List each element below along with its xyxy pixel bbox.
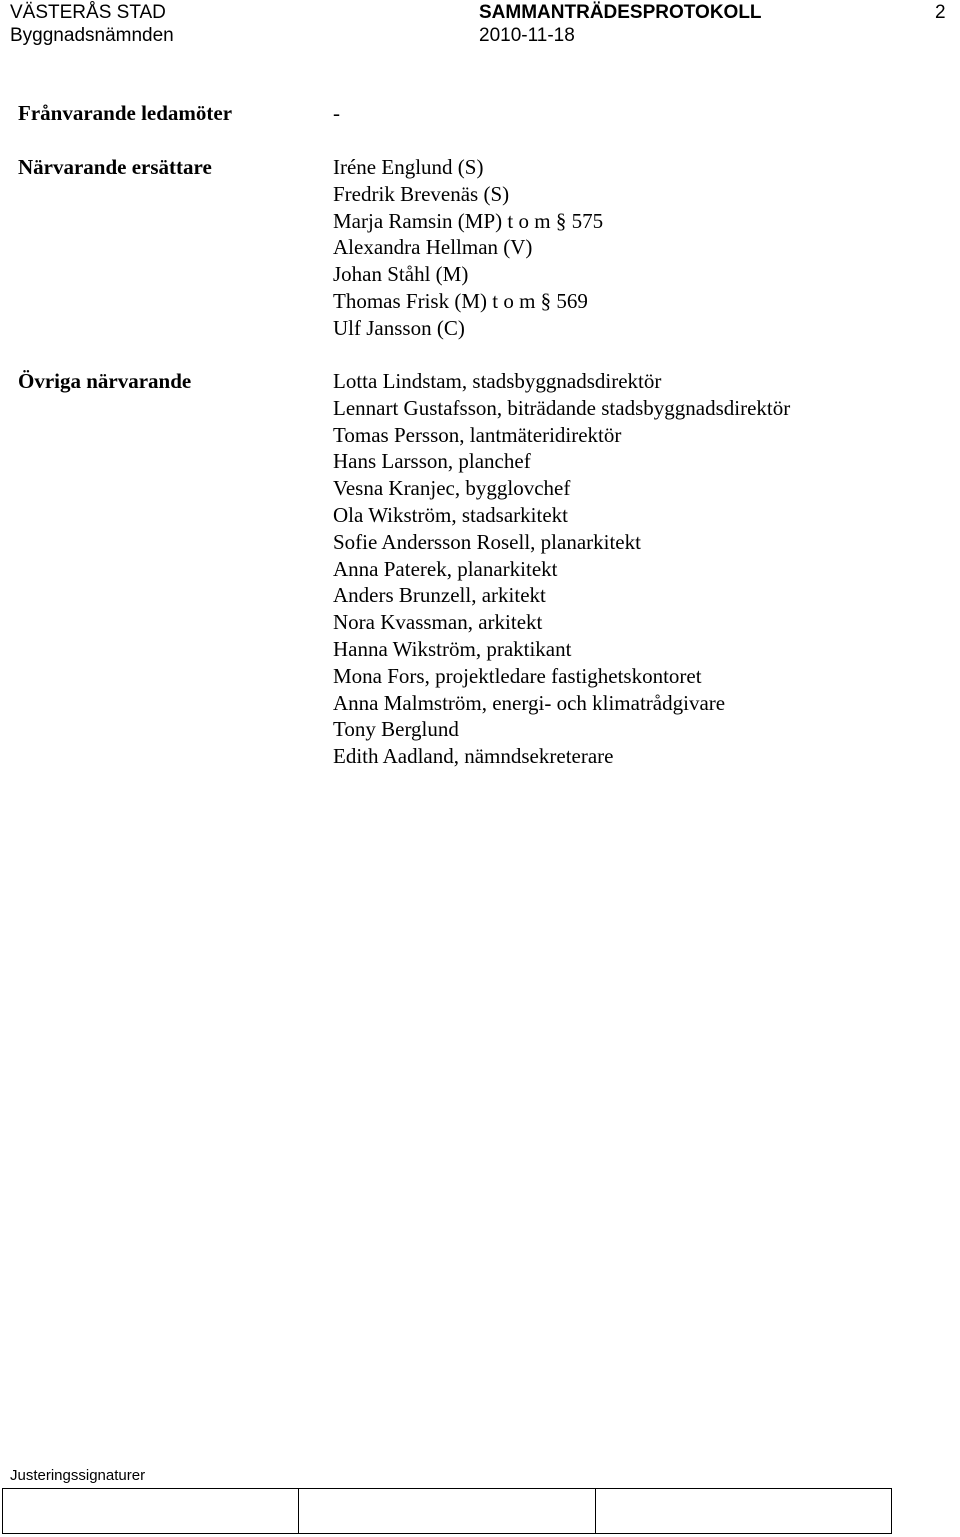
organization-name: VÄSTERÅS STAD <box>10 2 166 23</box>
list-item: Tony Berglund <box>333 717 459 742</box>
list-item: Anna Paterek, planarkitekt <box>333 556 558 581</box>
list-item: Nora Kvassman, arkitekt <box>333 610 543 635</box>
signature-box <box>3 1489 299 1534</box>
page-number: 2 <box>935 2 946 23</box>
list-item: Ola Wikström, stadsarkitekt <box>333 502 568 527</box>
list-item: Hanna Wikström, praktikant <box>333 636 572 661</box>
list-item: Marja Ramsin (MP) t o m § 575 <box>333 208 604 233</box>
others-present-list <box>333 368 790 770</box>
signature-box <box>595 1489 891 1534</box>
substitutes-list <box>333 154 603 342</box>
signature-label: Justeringssignaturer <box>10 1467 146 1484</box>
list-item: Hans Larsson, planchef <box>333 449 531 474</box>
list-item: Alexandra Hellman (V) <box>333 235 533 260</box>
list-item: Vesna Kranjec, bygglovchef <box>333 476 571 501</box>
absent-members-value: - <box>333 101 340 125</box>
absent-members-label: Frånvarande ledamöter <box>18 101 233 125</box>
list-item: Ulf Jansson (C) <box>333 315 465 340</box>
others-present-label: Övriga närvarande <box>18 369 192 393</box>
list-item: Lennart Gustafsson, biträdande stadsbyggnadsdirektör <box>333 395 791 420</box>
list-item: Johan Ståhl (M) <box>333 262 469 287</box>
list-item: Sofie Andersson Rosell, planarkitekt <box>333 529 641 554</box>
document-type: SAMMANTRÄDESPROTOKOLL <box>479 2 762 23</box>
list-item: Lotta Lindstam, stadsbyggnadsdirektör <box>333 369 662 393</box>
list-item: Edith Aadland, nämndsekreterare <box>333 744 614 769</box>
list-item: Fredrik Brevenäs (S) <box>333 181 510 206</box>
list-item: Anna Malmström, energi- och klimatrådgivare <box>333 690 726 715</box>
list-item: Mona Fors, projektledare fastighetskontoret <box>333 663 702 688</box>
list-item: Iréne Englund (S) <box>333 155 484 179</box>
list-item: Anders Brunzell, arkitekt <box>333 583 546 608</box>
absent-members-value-list <box>333 100 340 127</box>
list-item: Tomas Persson, lantmäteridirektör <box>333 422 622 447</box>
committee-name: Byggnadsnämnden <box>10 25 174 46</box>
list-item: Thomas Frisk (M) t o m § 569 <box>333 288 588 313</box>
meeting-date: 2010-11-18 <box>479 25 575 46</box>
substitutes-label: Närvarande ersättare <box>18 155 212 179</box>
signature-box <box>299 1489 595 1534</box>
signature-boxes <box>2 1488 892 1534</box>
